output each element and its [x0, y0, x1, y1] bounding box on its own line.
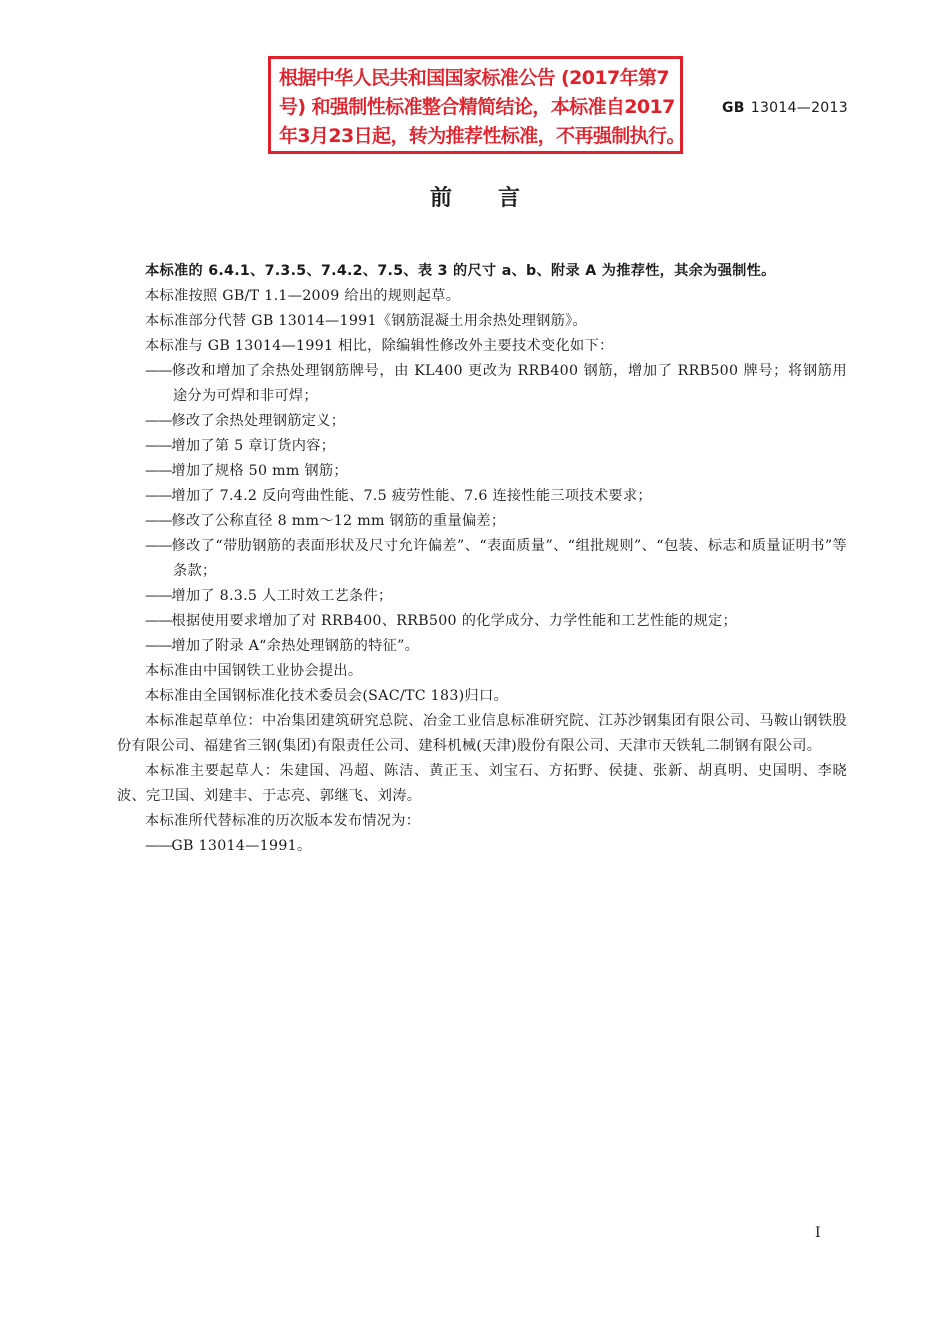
- list-item-text: 增加了规格 50 mm 钢筋；: [171, 463, 348, 479]
- dash-marker: ——: [145, 638, 172, 654]
- standard-prefix: GB: [722, 100, 745, 116]
- list-item: [117, 359, 847, 409]
- paragraph-drafting-rules: 本标准按照 GB/T 1.1—2009 给出的规则起草。: [145, 288, 461, 304]
- page-number: I: [815, 1225, 821, 1241]
- paragraph-proposer: 本标准由中国钢铁工业协会提出。: [145, 663, 363, 679]
- notice-line-2: 号) 和强制性标准整合精简结论，本标准自2017: [279, 96, 675, 118]
- standard-number: 13014—2013: [750, 100, 848, 116]
- paragraph-drafting-units: 本标准起草单位：中冶集团建筑研究总院、冶金工业信息标准研究院、江苏沙钢集团有限公司、马鞍山钢铁股份有限公司、福建省三钢(集团)有限责任公司、建科机械(天津)股份有限公司、天津市天铁轧二制钢有限公司。: [117, 713, 847, 754]
- list-item: [117, 484, 847, 509]
- dash-marker: ——: [145, 838, 172, 854]
- paragraph-drafters: 本标准主要起草人：朱建国、冯超、陈洁、黄正玉、刘宝石、方拓野、侯捷、张新、胡真明、史国明、李晓波、完卫国、刘建丰、于志亮、郭继飞、刘涛。: [117, 763, 847, 804]
- standard-code: [722, 100, 848, 116]
- list-item: [117, 609, 847, 634]
- history-item: [117, 834, 847, 859]
- list-item-text: 根据使用要求增加了对 RRB400、RRB500 的化学成分、力学性能和工艺性能的规定；: [171, 613, 737, 629]
- paragraph-changes-intro: 本标准与 GB 13014—1991 相比，除编辑性修改外主要技术变化如下：: [145, 338, 614, 354]
- list-item: [117, 409, 847, 434]
- dash-marker: ——: [145, 513, 172, 529]
- list-item: [117, 509, 847, 534]
- list-item-text: 修改了公称直径 8 mm～12 mm 钢筋的重量偏差；: [171, 513, 506, 529]
- mandatory-standard-notice-box: [268, 56, 683, 154]
- dash-marker: ——: [145, 463, 172, 479]
- list-item: [117, 584, 847, 609]
- list-item-text: 增加了 8.3.5 人工时效工艺条件；: [171, 588, 393, 604]
- dash-marker: ——: [145, 438, 172, 454]
- paragraph-scope: 本标准的 6.4.1、7.3.5、7.4.2、7.5、表 3 的尺寸 a、b、附录 A 为推荐性，其余为强制性。: [145, 263, 776, 279]
- document-body: [117, 259, 847, 859]
- list-item: [117, 434, 847, 459]
- list-item: [117, 534, 847, 584]
- page-title: 前言: [429, 186, 566, 211]
- dash-marker: ——: [145, 538, 172, 554]
- dash-marker: ——: [145, 588, 172, 604]
- list-item-text: 增加了 7.4.2 反向弯曲性能、7.5 疲劳性能、7.6 连接性能三项技术要求；: [171, 488, 652, 504]
- paragraph-committee: 本标准由全国钢标准化技术委员会(SAC/TC 183)归口。: [145, 688, 508, 704]
- notice-line-1: 根据中华人民共和国国家标准公告 (2017年第7: [279, 67, 670, 89]
- paragraph-history-intro: 本标准所代替标准的历次版本发布情况为：: [145, 813, 421, 829]
- list-item-text: 修改了余热处理钢筋定义；: [171, 413, 346, 429]
- dash-marker: ——: [145, 488, 172, 504]
- list-item: [117, 634, 847, 659]
- dash-marker: ——: [145, 413, 172, 429]
- list-item-text: 修改了“带肋钢筋的表面形状及尺寸允许偏差”、“表面质量”、“组批规则”、“包装、标志和质量证明书”等条款；: [171, 538, 847, 579]
- list-item-text: 增加了第 5 章订货内容；: [171, 438, 336, 454]
- notice-line-3: 年3月23日起，转为推荐性标准，不再强制执行。: [279, 125, 685, 147]
- history-item-text: GB 13014—1991。: [171, 838, 312, 854]
- list-item-text: 增加了附录 A“余热处理钢筋的特征”。: [171, 638, 420, 654]
- paragraph-replaces: 本标准部分代替 GB 13014—1991《钢筋混凝土用余热处理钢筋》。: [145, 313, 588, 329]
- list-item-text: 修改和增加了余热处理钢筋牌号，由 KL400 更改为 RRB400 钢筋，增加了 RRB500 牌号；将钢筋用途分为可焊和非可焊；: [171, 363, 847, 404]
- dash-marker: ——: [145, 613, 172, 629]
- list-item: [117, 459, 847, 484]
- dash-marker: ——: [145, 363, 172, 379]
